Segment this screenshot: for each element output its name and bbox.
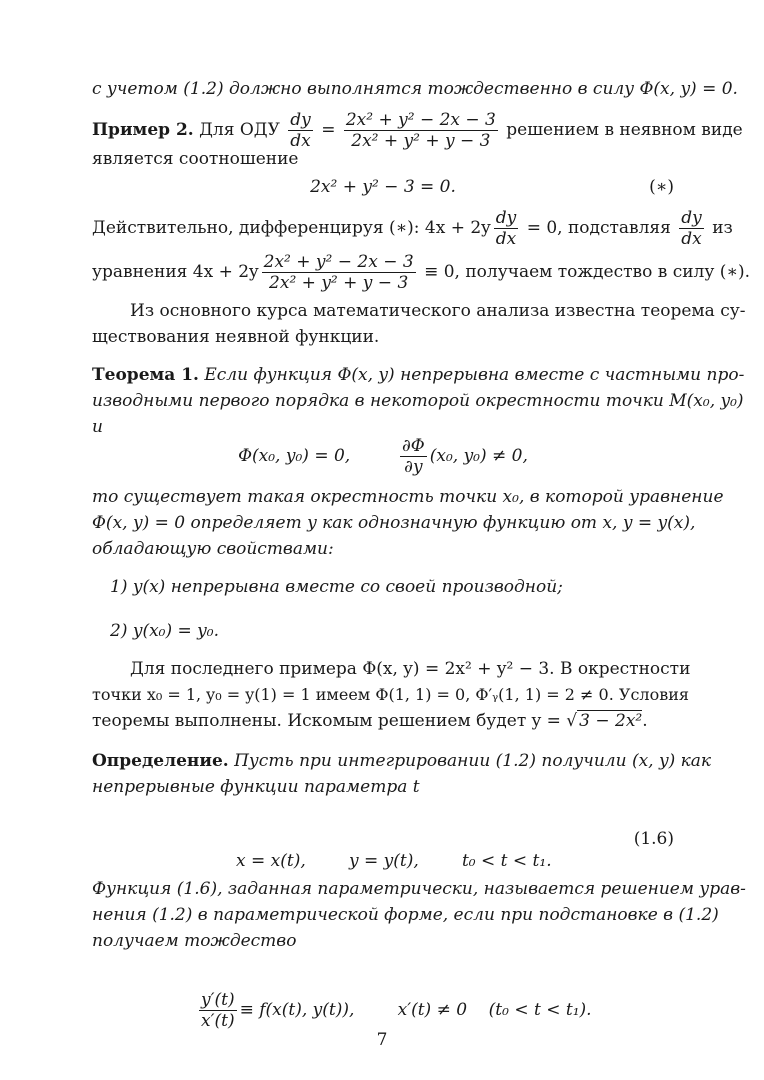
equation-tag: (∗) — [649, 177, 674, 197]
theorem-1-line — [92, 364, 745, 386]
fraction-dy-dx: $\frac{dy}{dx}$ — [290, 110, 311, 151]
function-definition-line: получаем тождество — [92, 931, 297, 951]
paragraph-line: теоремы выполнены. Искомым решением будет y = √ 3 − 2x². — [92, 711, 648, 731]
text: решением в неявном виде — [506, 120, 743, 140]
theorem-line: Φ(x, y) = 0 определяет y как однозначную функцию от x, y = y(x), — [92, 513, 696, 533]
definition-line: непрерывные функции параметра t — [92, 777, 420, 797]
list-item: 1) y(x) непрерывна вместе со своей производной; — [110, 577, 563, 597]
equals-sign: = — [321, 120, 336, 140]
fraction-rhs: $\frac{\text{2x² + y² − 2x − 3}}{\text{2x² + y² + y − 3}}$ — [345, 110, 496, 151]
function-definition-line: Функция (1.6), заданная параметрически, называется решением урав- — [92, 879, 746, 899]
fraction-dy-dx: $\frac{dy}{dx}$ — [495, 208, 517, 249]
text: Для ОДУ — [199, 120, 280, 140]
fraction-derivatives: $\frac{y'(t)}{x'(t)}$ — [201, 990, 235, 1031]
text-line: с учетом (1.2) должно выполнятся тождественно в силу Φ(x, y) = 0. — [92, 79, 738, 99]
equation-1-6: x = x(t), y = y(t), t₀ < t < t₁. (1.6) — [236, 829, 674, 871]
definition-line — [92, 750, 712, 772]
text: Если функция Φ(x, y) непрерывна вместе с частными про- — [204, 365, 745, 385]
equation-tag: (1.6) — [633, 829, 674, 849]
paragraph-line: точки x₀ = 1, y₀ = y(1) = 1 имеем Φ(1, 1) = 0, Φ′ᵧ(1, 1) = 2 ≠ 0. Условия — [92, 685, 689, 704]
list-item: 2) y(x₀) = y₀. — [110, 621, 219, 641]
page-number: 7 — [376, 1030, 388, 1050]
theorem-condition-equation: Φ(x₀, y₀) = 0, $\frac{\partial\Phi}{\partial y}$ (x₀, y₀) ≠ 0, — [238, 436, 528, 477]
text: ≡ 0, получаем тождество в силу (∗). — [424, 262, 750, 282]
text: Действительно, дифференцируя (∗): 4x + 2y — [92, 218, 491, 238]
text-line: является соотношение — [92, 149, 299, 169]
paragraph-line: ществования неявной функции. — [92, 327, 380, 347]
function-definition-line: нения (1.2) в параметрической форме, если при подстановке в (1.2) — [92, 905, 719, 925]
theorem-label: Теорема 1. — [92, 365, 199, 385]
text: = 0, подставляя — [526, 218, 671, 238]
paragraph-line: Из основного курса математического анализа известна теорема су- — [130, 301, 746, 321]
theorem-line: то существует такая окрестность точки x₀, в которой уравнение — [92, 487, 724, 507]
definition-label: Определение. — [92, 751, 229, 771]
text: Пусть при интегрировании (1.2) получили (x, y) как — [234, 751, 712, 771]
identity-equation: $\frac{y'(t)}{x'(t)}$ ≡ f(x(t), y(t)), x′(t) ≠ 0 (t₀ < t < t₁). — [201, 990, 592, 1031]
paragraph-line: Для последнего примера Φ(x, y) = 2x² + y² − 3. В окрестности — [130, 659, 691, 679]
text: уравнения 4x + 2y — [92, 262, 259, 282]
sqrt-radicand: 3 − 2x² — [579, 711, 643, 731]
text: из — [712, 218, 733, 238]
substitution-line — [92, 252, 750, 296]
theorem-line: обладающую свойствами: — [92, 539, 334, 559]
differentiation-line — [92, 208, 733, 252]
fraction-rhs: $\frac{\text{2x² + y² − 2x − 3}}{\text{2x² + y² + y − 3}}$ — [263, 252, 414, 293]
example-label: Пример 2. — [92, 120, 194, 140]
theorem-line: изводными первого порядка в некоторой окрестности точки M(x₀, y₀) — [92, 391, 744, 411]
equation-star: 2x² + y² − 3 = 0. (∗) — [310, 177, 674, 197]
fraction-partial: $\frac{\partial\Phi}{\partial y}$ — [402, 436, 425, 477]
fraction-dy-dx: $\frac{dy}{dx}$ — [681, 208, 702, 249]
theorem-line: и — [92, 417, 103, 437]
